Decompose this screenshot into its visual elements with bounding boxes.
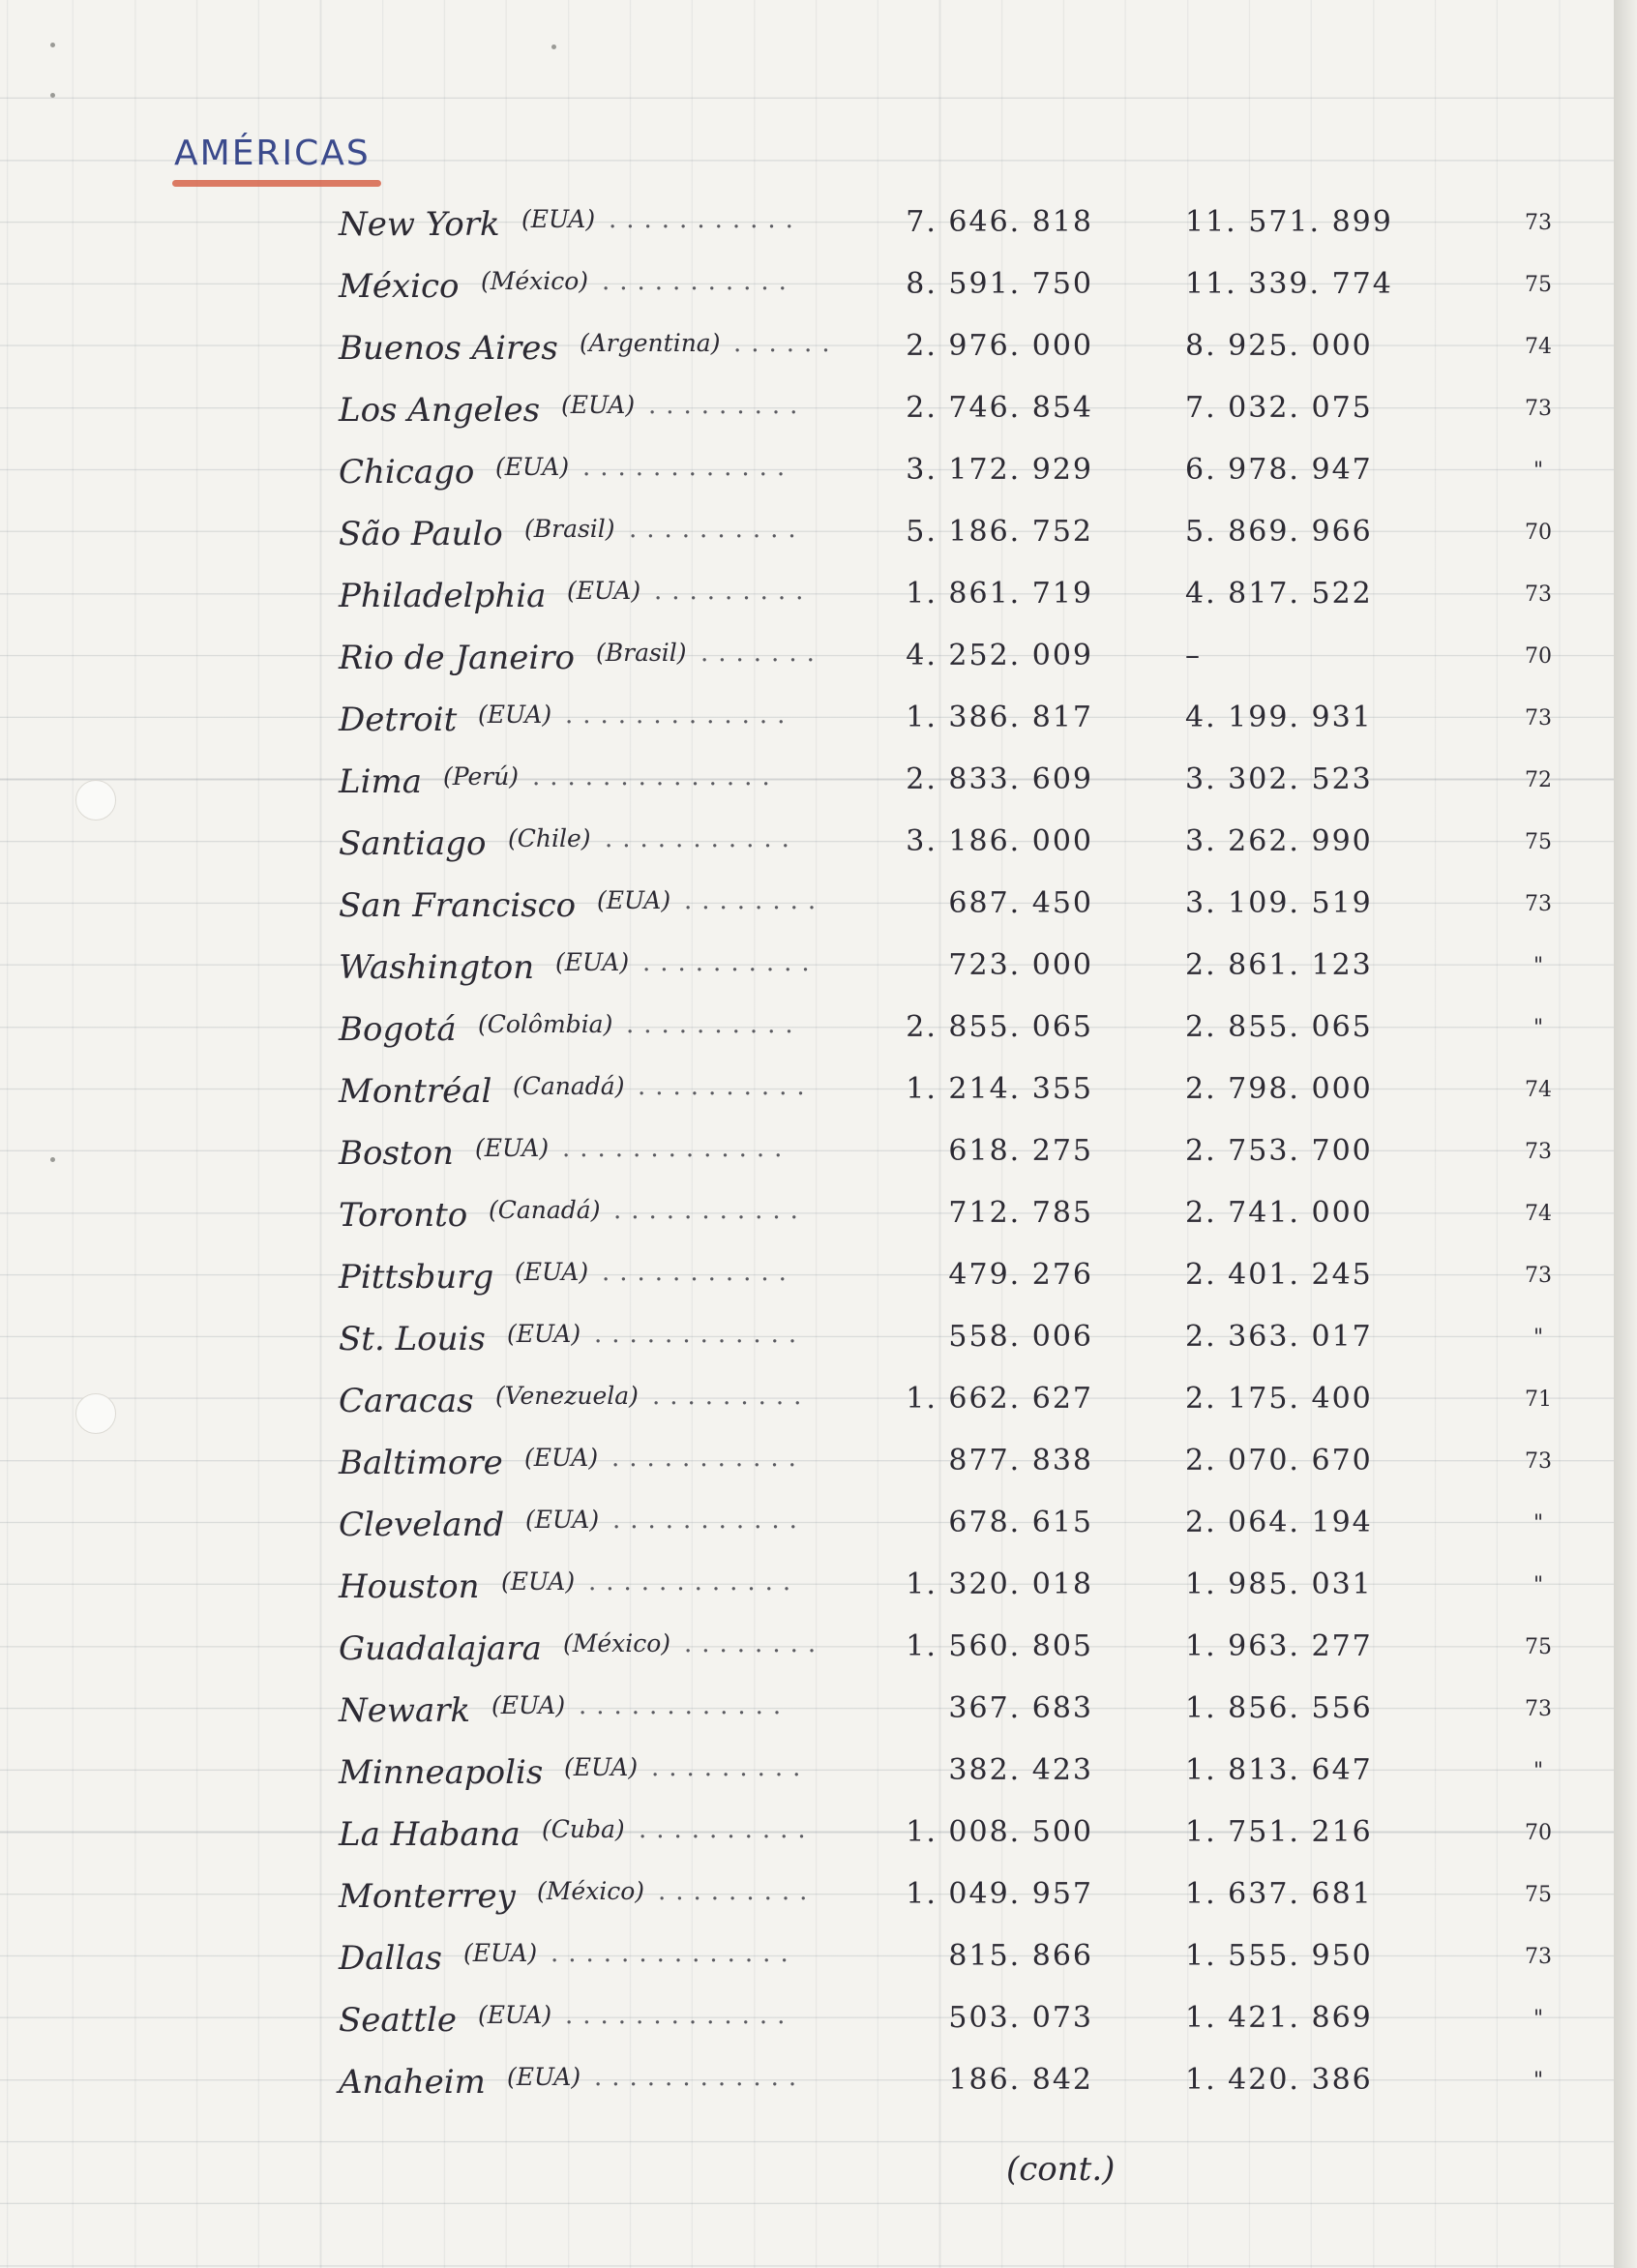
continuation-note: (cont.) — [1006, 2150, 1116, 2189]
metro-population: 11. 571. 899 — [1185, 205, 1393, 239]
census-year: 73 — [1525, 582, 1552, 607]
census-year: " — [1533, 1016, 1544, 1040]
census-year: 75 — [1525, 1883, 1552, 1907]
city-name: Monterrey — [339, 1877, 516, 1916]
census-year: 75 — [1525, 830, 1552, 854]
country-name: (EUA) — [478, 701, 552, 729]
census-year: 75 — [1525, 1635, 1552, 1659]
city-population: 558. 006 — [948, 1320, 1093, 1354]
table-row — [0, 317, 1614, 379]
metro-population: 8. 925. 000 — [1185, 329, 1373, 363]
metro-population: 1. 555. 950 — [1185, 1939, 1373, 1973]
country-name: (Colômbia) — [478, 1010, 613, 1038]
table-row — [0, 751, 1614, 813]
country-name: (México) — [563, 1629, 671, 1657]
city-name: Montréal — [339, 1072, 492, 1111]
country-name: (EUA) — [507, 1320, 581, 1348]
country-name: (EUA) — [507, 2063, 581, 2091]
city-population: 1. 049. 957 — [906, 1877, 1093, 1911]
city-population: 678. 615 — [948, 1506, 1093, 1539]
country-name: (Canadá) — [489, 1196, 601, 1224]
country-name: (EUA) — [463, 1939, 538, 1967]
dot-leader: ........... — [612, 1506, 807, 1535]
census-year: " — [1533, 1573, 1544, 1597]
city-population: 479. 276 — [948, 1258, 1093, 1292]
table-row — [0, 627, 1614, 689]
census-year: 74 — [1525, 1078, 1552, 1102]
census-year: 73 — [1525, 397, 1552, 421]
country-name: (EUA) — [524, 1444, 599, 1472]
country-name: (EUA) — [521, 205, 596, 233]
city-population: 1. 662. 627 — [906, 1382, 1093, 1416]
table-row — [0, 1556, 1614, 1618]
country-name: (EUA) — [515, 1258, 589, 1286]
dot-leader: ............ — [579, 1691, 791, 1720]
dot-leader: ........... — [602, 1258, 796, 1287]
country-name: (EUA) — [501, 1567, 576, 1596]
metro-population: 4. 199. 931 — [1185, 701, 1373, 734]
city-name: Caracas — [339, 1382, 474, 1420]
country-name: (EUA) — [564, 1753, 639, 1781]
table-row — [0, 1060, 1614, 1122]
city-name: Rio de Janeiro — [339, 639, 575, 677]
country-name: (EUA) — [555, 948, 630, 976]
city-name: Santiago — [339, 824, 487, 863]
dot-leader: ........... — [605, 824, 799, 853]
country-name: (EUA) — [597, 886, 671, 914]
table-row — [0, 1122, 1614, 1184]
city-population: 618. 275 — [948, 1134, 1093, 1168]
city-name: Bogotá — [339, 1010, 457, 1049]
city-population: 503. 073 — [948, 2001, 1093, 2035]
dot-leader: ........... — [609, 205, 803, 234]
census-year: 73 — [1525, 706, 1552, 731]
metro-population: 2. 064. 194 — [1185, 1506, 1373, 1539]
city-population: 5. 186. 752 — [906, 515, 1093, 549]
city-name: Detroit — [339, 701, 458, 739]
city-population: 186. 842 — [948, 2063, 1093, 2097]
city-name: Minneapolis — [339, 1753, 544, 1792]
city-population: 3. 186. 000 — [906, 824, 1093, 858]
city-name: Anaheim — [339, 2063, 486, 2102]
city-name: Cleveland — [339, 1506, 505, 1544]
census-year: 75 — [1525, 273, 1552, 297]
city-population: 1. 214. 355 — [906, 1072, 1093, 1106]
metro-population: 2. 753. 700 — [1185, 1134, 1373, 1168]
city-population: 2. 855. 065 — [906, 1010, 1093, 1044]
metro-population: 1. 637. 681 — [1185, 1877, 1373, 1911]
paper-speck — [50, 93, 55, 98]
city-population: 712. 785 — [948, 1196, 1093, 1230]
city-population: 3. 172. 929 — [906, 453, 1093, 487]
city-population: 1. 861. 719 — [906, 577, 1093, 611]
country-name: (EUA) — [478, 2001, 552, 2029]
census-year: 74 — [1525, 335, 1552, 359]
metro-population: 2. 798. 000 — [1185, 1072, 1373, 1106]
city-name: São Paulo — [339, 515, 503, 553]
metro-population: 1. 963. 277 — [1185, 1629, 1373, 1663]
census-year: 73 — [1525, 1264, 1552, 1288]
table-row — [0, 937, 1614, 999]
census-year: 73 — [1525, 1449, 1552, 1474]
city-population: 877. 838 — [948, 1444, 1093, 1477]
table-row — [0, 1246, 1614, 1308]
dot-leader: ........ — [684, 886, 826, 915]
census-year: 72 — [1525, 768, 1552, 792]
country-name: (Venezuela) — [495, 1382, 639, 1410]
city-name: La Habana — [339, 1815, 521, 1854]
heading-underline — [172, 180, 381, 187]
city-name: New York — [339, 205, 500, 244]
city-name: Newark — [339, 1691, 471, 1730]
city-population: 1. 560. 805 — [906, 1629, 1093, 1663]
city-name: Pittsburg — [339, 1258, 494, 1297]
paper-speck — [50, 43, 55, 47]
metro-population: 1. 421. 869 — [1185, 2001, 1373, 2035]
city-population: 382. 423 — [948, 1753, 1093, 1787]
city-name: Toronto — [339, 1196, 468, 1235]
dot-leader: ........... — [613, 1196, 808, 1225]
city-name: Lima — [339, 762, 422, 801]
city-population: 723. 000 — [948, 948, 1093, 982]
city-population: 1. 008. 500 — [906, 1815, 1093, 1849]
country-name: (Chile) — [508, 824, 591, 852]
census-year: " — [1533, 1511, 1544, 1536]
city-population: 2. 833. 609 — [906, 762, 1093, 796]
dot-leader: ............ — [594, 2063, 807, 2092]
metro-population: 1. 985. 031 — [1185, 1567, 1373, 1601]
city-name: Washington — [339, 948, 535, 987]
dot-leader: ........... — [611, 1444, 806, 1473]
country-name: (EUA) — [567, 577, 641, 605]
table-row — [0, 565, 1614, 627]
dot-leader: .......... — [626, 1010, 803, 1039]
table-row — [0, 1927, 1614, 1989]
city-name: San Francisco — [339, 886, 577, 925]
metro-population: 4. 817. 522 — [1185, 577, 1373, 611]
table-row — [0, 1370, 1614, 1432]
dot-leader: ............. — [565, 701, 795, 730]
census-year: 70 — [1525, 1821, 1552, 1845]
metro-population: 3. 262. 990 — [1185, 824, 1373, 858]
metro-population: – — [1185, 639, 1202, 672]
census-year: " — [1533, 954, 1544, 978]
dot-leader: ............. — [562, 1134, 792, 1163]
country-name: (México) — [537, 1877, 645, 1905]
city-population: 8. 591. 750 — [906, 267, 1093, 301]
table-row — [0, 1680, 1614, 1742]
dot-leader: ......... — [648, 391, 808, 420]
table-row — [0, 194, 1614, 255]
table-row — [0, 689, 1614, 751]
country-name: (Brasil) — [596, 639, 687, 667]
census-year: 74 — [1525, 1202, 1552, 1226]
metro-population: 2. 861. 123 — [1185, 948, 1373, 982]
paper-speck — [551, 45, 556, 49]
dot-leader: .............. — [532, 762, 780, 791]
table-row — [0, 813, 1614, 875]
metro-population: 1. 420. 386 — [1185, 2063, 1373, 2097]
dot-leader: ............ — [588, 1567, 801, 1597]
metro-population: 2. 855. 065 — [1185, 1010, 1373, 1044]
city-name: Dallas — [339, 1939, 442, 1978]
city-population: 687. 450 — [948, 886, 1093, 920]
metro-population: 6. 978. 947 — [1185, 453, 1373, 487]
table-row — [0, 1184, 1614, 1246]
country-name: (Cuba) — [542, 1815, 625, 1843]
census-year: 73 — [1525, 1697, 1552, 1721]
country-name: (México) — [481, 267, 589, 295]
dot-leader: ............. — [565, 2001, 795, 2030]
dot-leader: ............ — [582, 453, 795, 482]
census-year: " — [1533, 2007, 1544, 2031]
metro-population: 1. 751. 216 — [1185, 1815, 1373, 1849]
metro-population: 11. 339. 774 — [1185, 267, 1393, 301]
city-name: Philadelphia — [339, 577, 547, 615]
city-population: 1. 320. 018 — [906, 1567, 1093, 1601]
table-row — [0, 503, 1614, 565]
metro-population: 2. 741. 000 — [1185, 1196, 1373, 1230]
metro-population: 3. 109. 519 — [1185, 886, 1373, 920]
city-name: Chicago — [339, 453, 475, 492]
city-name: Boston — [339, 1134, 454, 1173]
census-year: " — [1533, 1759, 1544, 1783]
table-row — [0, 441, 1614, 503]
city-population: 2. 746. 854 — [906, 391, 1093, 425]
metro-population: 5. 869. 966 — [1185, 515, 1373, 549]
city-population: 1. 386. 817 — [906, 701, 1093, 734]
dot-leader: ......... — [651, 1753, 811, 1782]
country-name: (EUA) — [561, 391, 636, 419]
country-name: (EUA) — [495, 453, 570, 481]
page-heading: AMÉRICAS — [174, 134, 371, 173]
census-year: 73 — [1525, 1945, 1552, 1969]
census-year: " — [1533, 2069, 1544, 2093]
table-row — [0, 1494, 1614, 1556]
dot-leader: ......... — [658, 1877, 818, 1906]
country-name: (EUA) — [475, 1134, 550, 1162]
metro-population: 1. 813. 647 — [1185, 1753, 1373, 1787]
dot-leader: .......... — [629, 515, 806, 544]
city-population: 367. 683 — [948, 1691, 1093, 1725]
table-row — [0, 379, 1614, 441]
metro-population: 2. 401. 245 — [1185, 1258, 1373, 1292]
country-name: (EUA) — [491, 1691, 566, 1719]
city-name: Buenos Aires — [339, 329, 558, 368]
table-row — [0, 255, 1614, 317]
table-row — [0, 2051, 1614, 2113]
dot-leader: ........... — [602, 267, 796, 296]
page-edge — [1614, 0, 1637, 2268]
table-row — [0, 1432, 1614, 1494]
metro-population: 7. 032. 075 — [1185, 391, 1373, 425]
metro-population: 2. 070. 670 — [1185, 1444, 1373, 1477]
dot-leader: ......... — [652, 1382, 812, 1411]
census-year: " — [1533, 1326, 1544, 1350]
city-population: 815. 866 — [948, 1939, 1093, 1973]
dot-leader: ...... — [733, 329, 840, 358]
metro-population: 2. 175. 400 — [1185, 1382, 1373, 1416]
city-name: México — [339, 267, 460, 306]
city-name: Seattle — [339, 2001, 458, 2040]
census-year: 70 — [1525, 521, 1552, 545]
city-name: Guadalajara — [339, 1629, 542, 1668]
metro-population: 3. 302. 523 — [1185, 762, 1373, 796]
census-year: 71 — [1525, 1388, 1552, 1412]
city-population: 4. 252. 009 — [906, 639, 1093, 672]
table-row — [0, 875, 1614, 937]
dot-leader: .............. — [551, 1939, 798, 1968]
table-row — [0, 1804, 1614, 1865]
country-name: (Brasil) — [524, 515, 615, 543]
city-name: Los Angeles — [339, 391, 541, 430]
dot-leader: ......... — [654, 577, 814, 606]
country-name: (Perú) — [443, 762, 520, 791]
city-name: Baltimore — [339, 1444, 503, 1482]
city-name: St. Louis — [339, 1320, 486, 1358]
dot-leader: .......... — [639, 1815, 816, 1844]
table-row — [0, 1989, 1614, 2051]
table-row — [0, 1742, 1614, 1804]
metro-population: 1. 856. 556 — [1185, 1691, 1373, 1725]
census-year: 70 — [1525, 644, 1552, 669]
table-row — [0, 1618, 1614, 1680]
dot-leader: .......... — [638, 1072, 815, 1101]
city-population: 7. 646. 818 — [906, 205, 1093, 239]
census-year: 73 — [1525, 892, 1552, 916]
country-name: (Argentina) — [580, 329, 721, 357]
metro-population: 2. 363. 017 — [1185, 1320, 1373, 1354]
country-name: (EUA) — [525, 1506, 600, 1534]
country-name: (Canadá) — [513, 1072, 625, 1100]
dot-leader: ....... — [700, 639, 824, 668]
census-year: " — [1533, 459, 1544, 483]
table-row — [0, 999, 1614, 1060]
dot-leader: .......... — [642, 948, 819, 977]
dot-leader: ............ — [594, 1320, 807, 1349]
dot-leader: ........ — [684, 1629, 826, 1658]
city-population: 2. 976. 000 — [906, 329, 1093, 363]
census-year: 73 — [1525, 211, 1552, 235]
table-row — [0, 1308, 1614, 1370]
table-row — [0, 1865, 1614, 1927]
census-year: 73 — [1525, 1140, 1552, 1164]
city-name: Houston — [339, 1567, 480, 1606]
